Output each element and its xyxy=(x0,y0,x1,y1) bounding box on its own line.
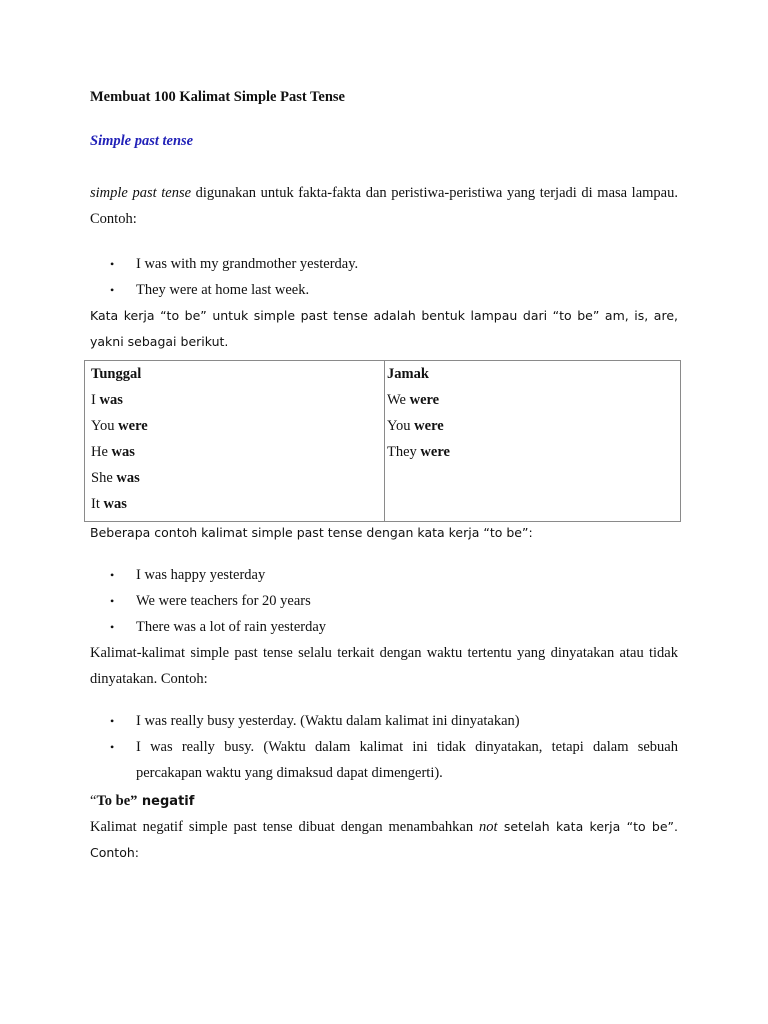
bullet-icon: • xyxy=(110,568,115,582)
negative-heading: “To be” negatif xyxy=(90,793,195,809)
tobe-table xyxy=(84,360,681,522)
time-paragraph: Kalimat-kalimat simple past tense selalu terkait dengan waktu tertentu yang dinyatakan atau tidak dinyatakan. Contoh: xyxy=(90,645,678,687)
bullet-icon: • xyxy=(110,714,115,728)
example-list-3 xyxy=(110,708,678,786)
table-column-plural xyxy=(387,361,450,465)
negative-paragraph: Kalimat negatif simple past tense dibuat dengan menambahkan not setelah kata kerja “to be”. Contoh: xyxy=(90,819,678,860)
intro-text: digunakan untuk fakta-fakta dan peristiwa-peristiwa yang terjadi di masa lampau. Contoh: xyxy=(90,185,678,227)
list-item: • I was happy yesterday xyxy=(110,562,678,588)
table-row: I was xyxy=(91,392,123,408)
bullet-icon: • xyxy=(110,740,115,754)
example-list-1 xyxy=(110,251,678,303)
table-row: He was xyxy=(91,444,135,460)
table-row: You were xyxy=(91,418,148,434)
table-row: She was xyxy=(91,470,140,486)
list-item: • I was with my grandmother yesterday. xyxy=(110,251,678,277)
intro-paragraph xyxy=(90,180,678,232)
tobe-intro-paragraph: Kata kerja “to be” untuk simple past tense adalah bentuk lampau dari “to be” am, is, are, yakni sebagai berikut. xyxy=(90,308,678,349)
table-header-plural: Jamak xyxy=(387,366,429,382)
intro-term: simple past tense xyxy=(90,185,192,201)
bullet-icon: • xyxy=(110,283,115,297)
bullet-icon: • xyxy=(110,257,115,271)
table-header-singular: Tunggal xyxy=(91,366,142,382)
examples2-intro: Beberapa contoh kalimat simple past tense dengan kata kerja “to be”: xyxy=(90,525,533,540)
bullet-icon: • xyxy=(110,620,115,634)
list-item: • There was a lot of rain yesterday xyxy=(110,614,678,640)
bullet-icon: • xyxy=(110,594,115,608)
table-row: You were xyxy=(387,418,444,434)
table-column-singular xyxy=(91,361,148,517)
table-divider xyxy=(384,361,385,521)
table-row: They were xyxy=(387,444,450,460)
section-heading: Simple past tense xyxy=(90,133,194,149)
table-row: We were xyxy=(387,392,440,408)
list-item: • I was really busy. (Waktu dalam kalimat ini tidak dinyatakan, tetapi dalam sebuah percakapan waktu yang dimaksud dapat dimengerti). xyxy=(110,734,678,786)
list-item: • They were at home last week. xyxy=(110,277,678,303)
list-item: • I was really busy yesterday. (Waktu dalam kalimat ini dinyatakan) xyxy=(110,708,678,734)
document-title: Membuat 100 Kalimat Simple Past Tense xyxy=(90,89,345,105)
list-item: • We were teachers for 20 years xyxy=(110,588,678,614)
table-row: It was xyxy=(91,496,127,512)
example-list-2 xyxy=(110,562,678,640)
